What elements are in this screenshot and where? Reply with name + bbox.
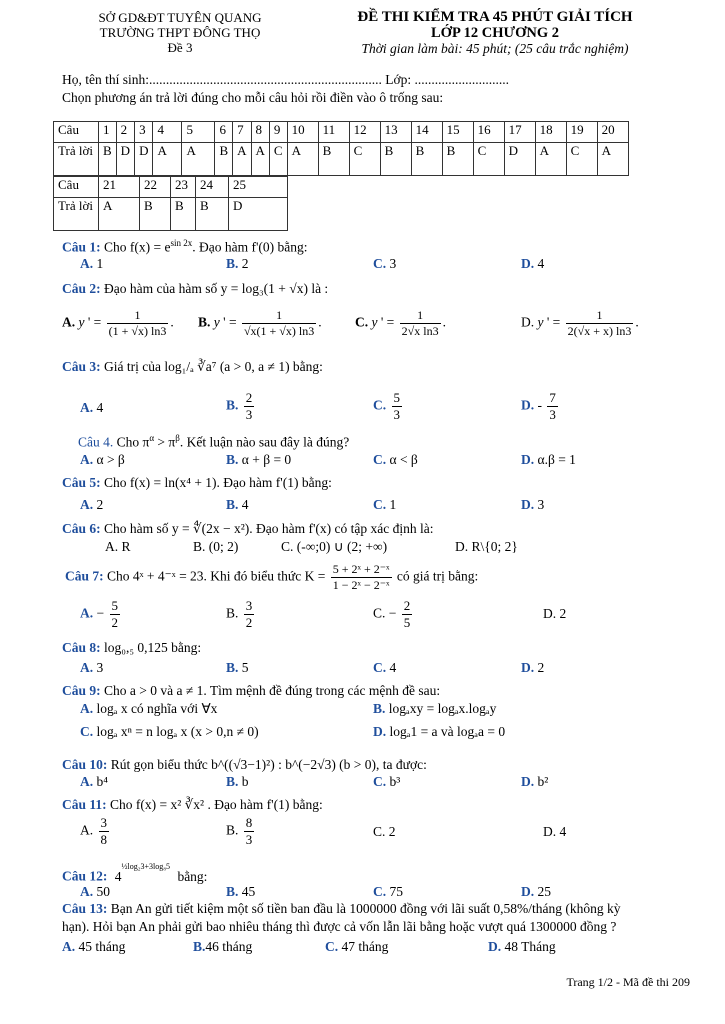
table-cell: B [196, 198, 229, 231]
table-cell: 21 [99, 177, 140, 198]
table-cell: 8 [251, 122, 269, 143]
option-c: C. 47 tháng [325, 939, 389, 954]
option-d: D. - $\frac{7}{3}$ [521, 390, 556, 422]
table-cell: C [349, 143, 380, 176]
option-d: D. 4 [521, 256, 545, 271]
option-c: C. b³ [373, 774, 401, 789]
option-d: D. logₐ1 = a và logₐa = 0 [373, 724, 506, 739]
option-c: C. − $\frac{2}{5}$ [373, 598, 411, 630]
option-a: A. b⁴ [80, 774, 108, 789]
option-a: A. − $\frac{5}{2}$ [80, 598, 118, 630]
table-row [54, 143, 629, 176]
option-a: A. $\frac{3}{8}$ [80, 815, 107, 847]
question-text: Cho a > 0 và a ≠ 1. Tìm mệnh đề đúng trong các mệnh đề sau: [104, 683, 441, 698]
exam-header [330, 9, 660, 57]
option-c: C. y ' = $\frac{1}{\text{2√x ln3}}$ . [355, 308, 446, 338]
student-line: Họ, tên thí sinh:..................................................................... Lớp: ............................ [62, 72, 510, 87]
option-d: D. R\{0; 2} [455, 539, 518, 554]
option-d: D. 2 [543, 606, 567, 621]
question-text: Cho 4ˣ + 4⁻ˣ = 23. Khi đó biểu thức K = [107, 568, 326, 584]
answer-table-1 [53, 121, 629, 176]
option-a: A. logₐ x có nghĩa với ∀x [80, 701, 218, 716]
question-12: Câu 12: $4^{\frac{1}{2}log_23+3log_85}$ bằng: [62, 862, 208, 884]
exam-time: Thời gian làm bài: 45 phút; (25 câu trắc nghiệm) [361, 41, 629, 56]
option-d: D. 48 Tháng [488, 939, 556, 954]
question-text: log₀,₅ 0,125 bằng: [104, 640, 202, 655]
question-text: Cho f(x) = x² ∛x² . Đạo hàm f'(1) bằng: [110, 797, 323, 812]
table-cell: 6 [215, 122, 233, 143]
question-2 [62, 281, 328, 297]
option-c: C. 1 [373, 497, 397, 512]
table-cell: 23 [171, 177, 196, 198]
table-cell: Câu [54, 177, 99, 198]
table-cell: 1 [99, 122, 117, 143]
question-text: Cho hàm số y = ∜(2x − x²). Đạo hàm f'(x) có tập xác định là: [104, 521, 434, 536]
option-b: B.46 tháng [193, 939, 253, 954]
table-row [54, 198, 288, 231]
question-sup: sin 2x [170, 238, 193, 248]
option-a: A. 1 [80, 256, 104, 271]
table-cell: B [380, 143, 411, 176]
table-cell: 17 [504, 122, 535, 143]
option-a: A. y ' = $\frac{1}{(1 + √x) \ln 3}$ . [62, 308, 174, 338]
table-row [54, 122, 629, 143]
table-cell: A [233, 143, 251, 176]
dept-name: SỞ GD&ĐT TUYÊN QUANG [98, 10, 262, 25]
question-label: Câu 10: [62, 757, 108, 772]
table-cell: A [597, 143, 628, 176]
answer-table-2 [53, 176, 288, 231]
question-label: Câu 5: [62, 475, 101, 490]
table-cell: B [215, 143, 233, 176]
question-6 [62, 521, 434, 537]
question-label: Câu 2: [62, 281, 101, 296]
question-text: Cho π [116, 434, 150, 450]
option-b: B. 5 [226, 660, 249, 675]
question-label: Câu 13: [62, 901, 108, 916]
option-d: D. y ' = $\frac{1}{2(√x + x) \ln 3}$ . [521, 308, 639, 338]
question-7: Câu 7: Cho 4ˣ + 4⁻ˣ = 23. Khi đó biểu thức K = $\frac{\text{5 + 2ˣ + 2⁻ˣ}}{\text{1 − 2ˣ − 2⁻ˣ}}$ có giá trị bằng: [65, 562, 479, 592]
table-cell: C [566, 143, 597, 176]
question-10 [62, 757, 427, 773]
option-b: B. y ' = $\frac{1}{√x(1 + √x) \ln 3}$ . [198, 308, 322, 338]
exam-title: ĐỀ THI KIỂM TRA 45 PHÚT GIẢI TÍCH [357, 9, 633, 25]
table-cell: A [287, 143, 318, 176]
table-cell: 19 [566, 122, 597, 143]
table-cell: Trả lời [54, 198, 99, 231]
table-cell: 14 [411, 122, 442, 143]
option-a: A. 3 [80, 660, 104, 675]
option-c: C. α < β [373, 452, 418, 467]
option-c: C. 2 [373, 824, 396, 839]
question-label: Câu 3: [62, 359, 101, 374]
table-cell: 15 [442, 122, 473, 143]
option-c: C. 75 [373, 884, 403, 899]
question-8 [62, 640, 201, 656]
option-a: A. 50 [80, 884, 110, 899]
option-b: B. b [226, 774, 249, 789]
table-cell: 20 [597, 122, 628, 143]
question-label: Câu 12: [62, 868, 108, 884]
table-cell: 10 [287, 122, 318, 143]
question-label: Câu 11: [62, 797, 107, 812]
question-text: Giá trị của log₁/ₐ ∛a⁷ (a > 0, a ≠ 1) bằng: [104, 359, 323, 374]
table-cell: B [411, 143, 442, 176]
option-a: A. 45 tháng [62, 939, 126, 954]
table-cell: D [116, 143, 134, 176]
question-label: Câu 7: [65, 568, 104, 584]
table-cell: B [171, 198, 196, 231]
question-3 [62, 359, 323, 375]
question-text: Đạo hàm của hàm số y = log₃(1 + √x) là : [104, 281, 329, 296]
table-cell: 24 [196, 177, 229, 198]
table-cell: 3 [135, 122, 153, 143]
table-cell: C [473, 143, 504, 176]
table-cell: D [135, 143, 153, 176]
option-a: A. 4 [80, 400, 104, 415]
table-cell: C [269, 143, 287, 176]
table-cell: 18 [535, 122, 566, 143]
table-cell: 9 [269, 122, 287, 143]
option-a: A. R [105, 539, 131, 554]
table-cell: D [504, 143, 535, 176]
question-1 [62, 238, 308, 256]
question-text: . Đạo hàm f'(0) bằng: [192, 239, 308, 255]
question-text: Rút gọn biểu thức b^((√3−1)²) : b^(−2√3) (b > 0), ta được: [110, 757, 427, 772]
school-name: TRƯỜNG THPT ĐÔNG THỌ [99, 25, 261, 40]
option-b: B. 45 [226, 884, 256, 899]
question-text: Cho f(x) = ln(x⁴ + 1). Đạo hàm f'(1) bằng: [104, 475, 332, 490]
question-text: Bạn An gửi tiết kiệm một số tiền ban đầu là 1000000 đồng với lãi suất 0,58%/tháng (không kỳ [110, 901, 621, 916]
table-cell: B [442, 143, 473, 176]
table-cell: B [140, 198, 171, 231]
table-cell: A [251, 143, 269, 176]
table-cell: D [229, 198, 288, 231]
option-c: C. 4 [373, 660, 397, 675]
page-footer: Trang 1/2 - Mã đề thi 209 [566, 975, 690, 989]
table-cell: A [535, 143, 566, 176]
option-d: D. 3 [521, 497, 545, 512]
table-cell: 2 [116, 122, 134, 143]
table-cell: B [318, 143, 349, 176]
option-a: A. 2 [80, 497, 104, 512]
table-cell: A [182, 143, 215, 176]
option-d: D. 2 [521, 660, 545, 675]
instruction: Chọn phương án trả lời đúng cho mỗi câu hỏi rồi điền vào ô trống sau: [62, 90, 444, 105]
option-b: B. (0; 2) [193, 539, 239, 554]
question-text: Cho f(x) = e [104, 239, 171, 255]
option-d: D. α.β = 1 [521, 452, 576, 467]
question-label: Câu 6: [62, 521, 101, 536]
option-a: A. α > β [80, 452, 125, 467]
question-11 [62, 797, 323, 813]
option-b: B. logₐxy = logₐx.logₐy [373, 701, 497, 716]
table-cell: 5 [182, 122, 215, 143]
option-b: B. 4 [226, 497, 249, 512]
table-cell: 12 [349, 122, 380, 143]
option-b: B. $\frac{8}{3}$ [226, 815, 253, 847]
option-b: B. $\frac{2}{3}$ [226, 390, 253, 422]
table-row [54, 177, 288, 198]
question-label: Câu 1: [62, 239, 101, 255]
question-13 [62, 901, 621, 917]
exam-code: Đề 3 [167, 40, 193, 55]
question-label: Câu 8: [62, 640, 101, 655]
option-d: D. 4 [543, 824, 567, 839]
table-cell: Câu [54, 122, 99, 143]
table-cell: 16 [473, 122, 504, 143]
option-c: C. 3 [373, 256, 397, 271]
table-cell: 13 [380, 122, 411, 143]
option-c: C. $\frac{5}{3}$ [373, 390, 400, 422]
table-cell: B [99, 143, 117, 176]
question-13-cont: hạn). Hỏi bạn An phải gửi bao nhiêu tháng thì được cả vốn lẫn lãi bằng hoặc vượt quá 1300000 đồng ? [62, 919, 617, 934]
question-text: bằng: [177, 868, 208, 884]
table-cell: 11 [318, 122, 349, 143]
option-b: B. $\frac{3}{2}$ [226, 598, 253, 630]
option-d: D. 25 [521, 884, 551, 899]
question-4: Câu 4. Cho $\pi^\alpha > \pi^\beta$. Kết luận nào sau đây là đúng? [78, 433, 350, 450]
option-b: B. α + β = 0 [226, 452, 292, 467]
question-text: có giá trị bằng: [396, 568, 479, 584]
table-cell: A [99, 198, 140, 231]
table-cell: 22 [140, 177, 171, 198]
exam-grade: LỚP 12 CHƯƠNG 2 [431, 25, 559, 41]
option-d: D. b² [521, 774, 549, 789]
question-label: Câu 9: [62, 683, 101, 698]
question-label: Câu 4. [78, 434, 114, 450]
table-cell: A [153, 143, 182, 176]
table-cell: 7 [233, 122, 251, 143]
question-5 [62, 475, 332, 491]
option-c: C. (-∞;0) ∪ (2; +∞) [281, 539, 388, 554]
school-header [75, 10, 285, 55]
option-c: C. logₐ xⁿ = n logₐ x (x > 0,n ≠ 0) [80, 724, 259, 739]
question-9 [62, 683, 440, 699]
table-cell: 25 [229, 177, 288, 198]
table-cell: Trả lời [54, 143, 99, 176]
table-cell: 4 [153, 122, 182, 143]
option-b: B. 2 [226, 256, 249, 271]
